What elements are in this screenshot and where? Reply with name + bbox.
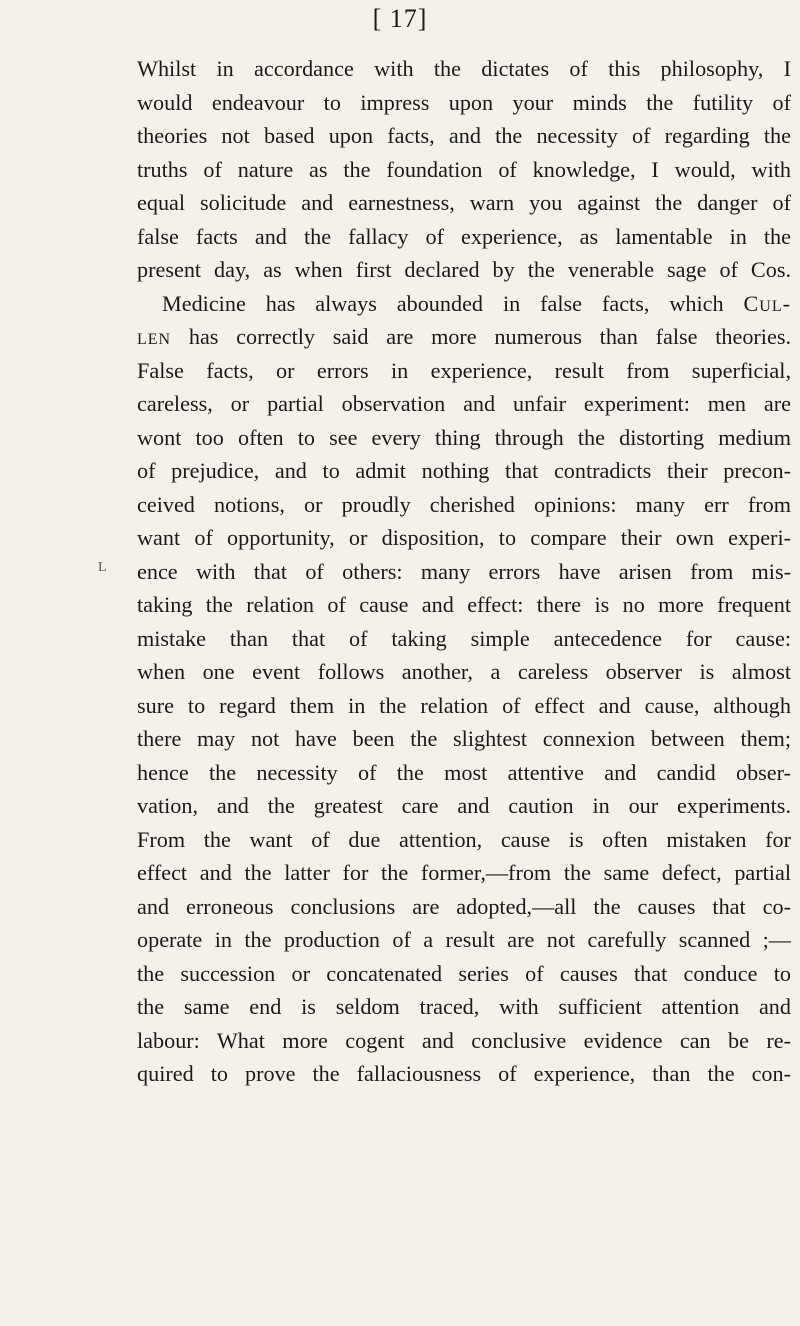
text-line: mistake than that of taking simple antecedence for cause: xyxy=(137,625,791,651)
text-line: ence with that of others: many errors have arisen from mis- xyxy=(137,558,791,584)
margin-mark: L xyxy=(98,560,107,575)
text-line: the succession or concatenated series of causes that conduce to xyxy=(137,960,791,986)
text-line-cullen-a xyxy=(137,287,791,321)
text-line: there may not have been the slightest connexion between them; xyxy=(137,726,791,751)
text-line: From the want of due attention, cause is often mistaken for xyxy=(137,826,791,852)
text-line: taking the relation of cause and effect: there is no more frequent xyxy=(137,592,791,617)
text-line: equal solicitude and earnestness, warn you against the danger of xyxy=(137,190,791,215)
text-line: labour: What more cogent and conclusive evidence can be re- xyxy=(137,1027,791,1053)
text-line: hence the necessity of the most attentive and candid obser- xyxy=(137,759,791,785)
text-line: and erroneous conclusions are adopted,—all the causes that co- xyxy=(137,893,791,919)
text-line: Whilst in accordance with the dictates of this philosophy, I xyxy=(137,56,791,81)
text-fragment: Medicine has always abounded in false facts, which xyxy=(162,290,724,316)
text-line: effect and the latter for the former,—from the same defect, partial xyxy=(137,860,791,885)
body-text xyxy=(137,52,791,1091)
text-line: careless, or partial observation and unfair experiment: men are xyxy=(137,391,791,416)
text-line: ceived notions, or proudly cherished opinions: many err from xyxy=(137,491,791,517)
text-line: of prejudice, and to admit nothing that contradicts their precon- xyxy=(137,458,791,483)
text-line: False facts, or errors in experience, result from superficial, xyxy=(137,357,791,383)
text-line: operate in the production of a result are not carefully scanned ;— xyxy=(137,927,791,952)
page-number: [ 17] xyxy=(372,4,428,33)
text-line: false facts and the fallacy of experience, as lamentable in the xyxy=(137,223,791,249)
text-fragment: has correctly said are more numerous than false theories. xyxy=(188,324,791,349)
text-line: theories not based upon facts, and the necessity of regarding the xyxy=(137,123,791,148)
text-line-cullen-b xyxy=(137,320,791,354)
text-line: sure to regard them in the relation of effect and cause, although xyxy=(137,692,791,718)
text-line: quired to prove the fallaciousness of experience, than the con- xyxy=(137,1061,791,1086)
text-line: truths of nature as the foundation of knowledge, I would, with xyxy=(137,156,791,182)
text-line: want of opportunity, or disposition, to compare their own experi- xyxy=(137,525,791,550)
text-line: the same end is seldom traced, with sufficient attention and xyxy=(137,994,791,1019)
text-line: vation, and the greatest care and caution in our experiments. xyxy=(137,793,791,818)
text-line: present day, as when first declared by the venerable sage of Cos. xyxy=(137,257,791,282)
author-name-cullen-part1: Cul- xyxy=(743,290,792,316)
author-name-cullen-part2: len xyxy=(137,324,172,349)
text-line: wont too often to see every thing through the distorting medium xyxy=(137,424,791,450)
text-line: would endeavour to impress upon your minds the futility of xyxy=(137,89,791,115)
text-line: when one event follows another, a careless observer is almost xyxy=(137,659,791,684)
